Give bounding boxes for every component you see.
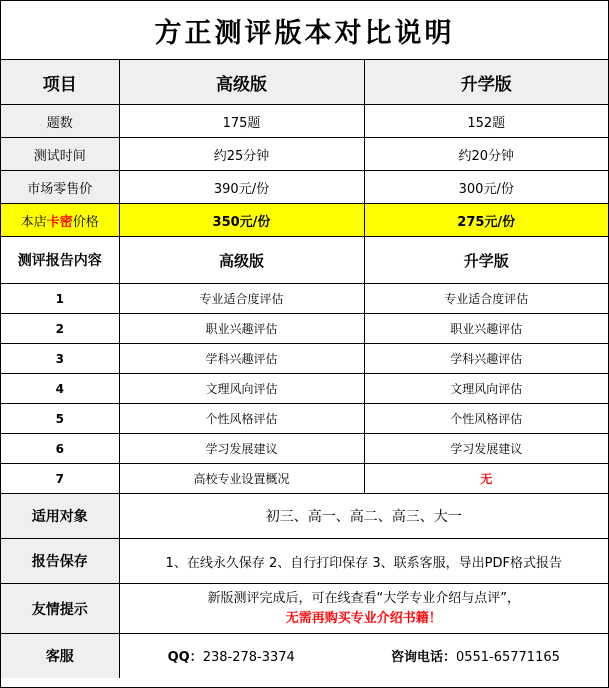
row-label: 题数 bbox=[1, 105, 119, 138]
store-price-label: 本店卡密价格 bbox=[1, 204, 119, 237]
row-label: 测试时间 bbox=[1, 138, 119, 171]
row-upgrade: 300元/份 bbox=[364, 171, 608, 204]
report-item-upgrade-none: 无 bbox=[364, 464, 608, 494]
report-item-advanced: 文理风向评估 bbox=[119, 374, 364, 404]
report-item-upgrade: 文理风向评估 bbox=[364, 374, 608, 404]
table-row bbox=[1, 344, 608, 374]
table-row bbox=[1, 374, 608, 404]
report-item-upgrade: 学科兴趣评估 bbox=[364, 344, 608, 374]
report-upgrade-header: 升学版 bbox=[364, 237, 608, 284]
tip-content bbox=[119, 584, 608, 634]
service-content bbox=[119, 634, 608, 678]
report-item-upgrade: 学习发展建议 bbox=[364, 434, 608, 464]
tip-label: 友情提示 bbox=[1, 584, 119, 634]
row-advanced: 约25分钟 bbox=[119, 138, 364, 171]
target-row bbox=[1, 494, 608, 539]
report-item-advanced: 个性风格评估 bbox=[119, 404, 364, 434]
report-label: 测评报告内容 bbox=[1, 237, 119, 284]
card-key-highlight: 卡密 bbox=[46, 214, 73, 230]
table-row bbox=[1, 434, 608, 464]
header-item: 项目 bbox=[1, 60, 119, 105]
report-header-row bbox=[1, 237, 608, 284]
report-item-num: 4 bbox=[1, 374, 119, 404]
save-value: 1、在线永久保存 2、自行打印保存 3、联系客服，导出PDF格式报告 bbox=[119, 539, 608, 584]
row-upgrade: 152题 bbox=[364, 105, 608, 138]
report-item-advanced: 学习发展建议 bbox=[119, 434, 364, 464]
report-item-num: 5 bbox=[1, 404, 119, 434]
report-advanced-header: 高级版 bbox=[119, 237, 364, 284]
table-row bbox=[1, 404, 608, 434]
tip-row bbox=[1, 584, 608, 634]
row-label: 市场零售价 bbox=[1, 171, 119, 204]
table-row bbox=[1, 314, 608, 344]
phone-contact: 咨询电话：0551-65771165 bbox=[390, 650, 560, 666]
header-upgrade: 升学版 bbox=[364, 60, 608, 105]
tip-line-2: 无需再购买专业介绍书籍！ bbox=[285, 610, 442, 626]
page-title: 方正测评版本对比说明 bbox=[154, 17, 455, 49]
save-label: 报告保存 bbox=[1, 539, 119, 584]
table-row bbox=[1, 171, 608, 204]
report-item-upgrade: 个性风格评估 bbox=[364, 404, 608, 434]
store-price-advanced: 350元/份 bbox=[119, 204, 364, 237]
report-item-num: 2 bbox=[1, 314, 119, 344]
store-price-upgrade: 275元/份 bbox=[364, 204, 608, 237]
report-item-advanced: 高校专业设置概况 bbox=[119, 464, 364, 494]
report-item-advanced: 学科兴趣评估 bbox=[119, 344, 364, 374]
table-row bbox=[1, 105, 608, 138]
report-item-advanced: 职业兴趣评估 bbox=[119, 314, 364, 344]
row-upgrade: 约20分钟 bbox=[364, 138, 608, 171]
report-item-num: 3 bbox=[1, 344, 119, 374]
store-price-row bbox=[1, 204, 608, 237]
target-label: 适用对象 bbox=[1, 494, 119, 539]
row-advanced: 175题 bbox=[119, 105, 364, 138]
report-item-advanced: 专业适合度评估 bbox=[119, 284, 364, 314]
row-advanced: 390元/份 bbox=[119, 171, 364, 204]
table-row bbox=[1, 464, 608, 494]
tip-line-1: 新版测评完成后，可在线查看“大学专业介绍与点评”， bbox=[207, 590, 520, 606]
report-item-upgrade: 专业适合度评估 bbox=[364, 284, 608, 314]
target-value: 初三、高一、高二、高三、大一 bbox=[119, 494, 608, 539]
comparison-table bbox=[1, 59, 608, 678]
header-advanced: 高级版 bbox=[119, 60, 364, 105]
qq-contact: QQ：238-278-3374 bbox=[167, 650, 295, 666]
service-label: 客服 bbox=[1, 634, 119, 678]
report-item-num: 7 bbox=[1, 464, 119, 494]
report-item-upgrade: 职业兴趣评估 bbox=[364, 314, 608, 344]
table-row bbox=[1, 284, 608, 314]
report-item-num: 6 bbox=[1, 434, 119, 464]
table-row bbox=[1, 138, 608, 171]
report-item-num: 1 bbox=[1, 284, 119, 314]
service-row bbox=[1, 634, 608, 678]
table-header-row bbox=[1, 60, 608, 105]
save-row bbox=[1, 539, 608, 584]
